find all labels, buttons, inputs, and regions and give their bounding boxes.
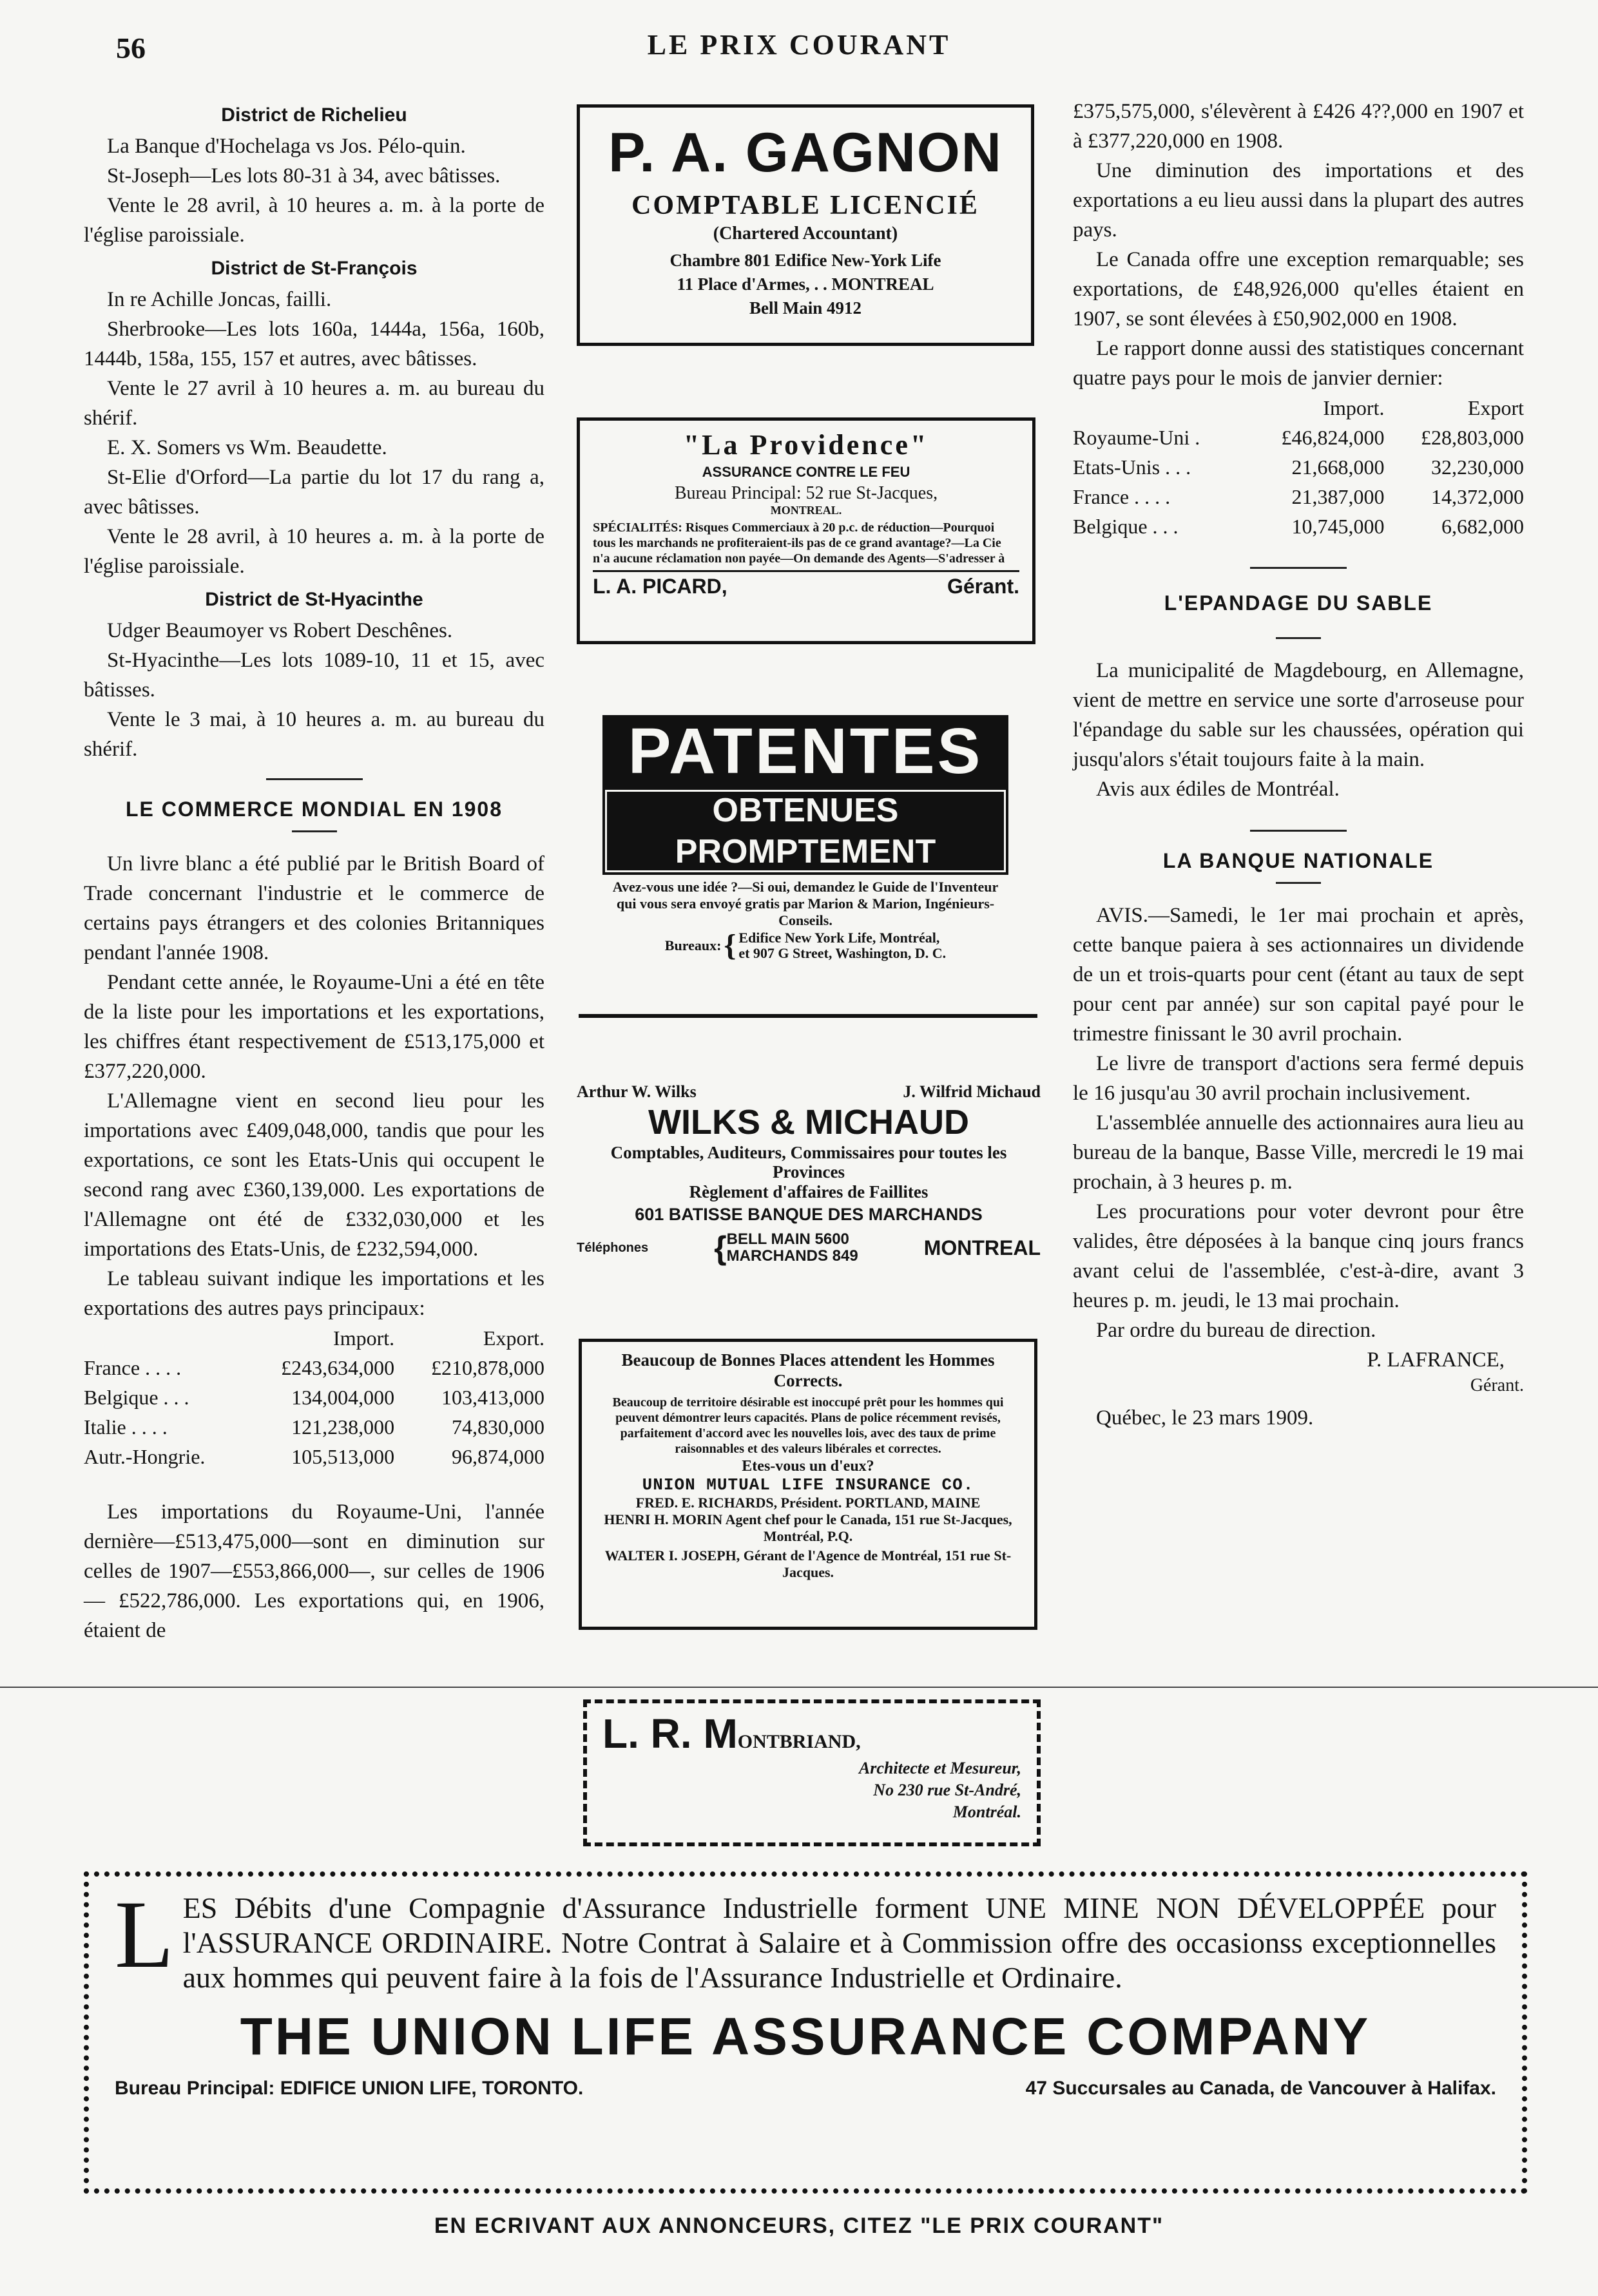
table-row	[84, 1412, 544, 1442]
paragraph: Le tableau suivant indique les importations et les exportations des autres pays principaux:	[84, 1267, 544, 1320]
country-cell: Italie . . . .	[84, 1415, 168, 1439]
epandage-sable-heading: L'EPANDAGE DU SABLE	[1164, 591, 1433, 615]
ad-providence	[577, 417, 1035, 644]
paragraph: Les importations du Royaume-Uni, l'année dernière—£513,475,000—sont en diminution sur celles de 1907—£553,866,000—, sur celles de 1906 — £522,786,000. Les exportations qui, en 1906, étaient de	[84, 1500, 544, 1642]
ad-patentes-address: et 907 G Street, Washington, D. C.	[738, 945, 947, 961]
banque-nationale-heading: LA BANQUE NATIONALE	[1162, 849, 1434, 872]
ad-union-life-text: ES Débits d'une Compagnie d'Assurance Industrielle forment UNE MINE NON DÉVELOPPÉE pour l'ASSURANCE ORDINAIRE. Notre Contrat à Salaire et à Commission offre des occasionss exceptionnelles aux hommes qui peuvent faire à la fois de l'Assurance Industrielle et Ordinaire.	[182, 1891, 1496, 1994]
paragraph: Vente le 27 avril à 10 heures a. m. au bureau du shérif.	[84, 377, 544, 430]
ad-montbriand-name: ONTBRIAND,	[737, 1731, 861, 1752]
ad-wilks-phone: BELL MAIN 5600	[726, 1230, 849, 1248]
paragraph: AVIS.—Samedi, le 1er mai prochain et après, cette banque paiera à ses actionnaires un dividende de un et trois-quarts pour cent (étant au taux de sept pour cent par année) sur son capital payé pour le trimestre finissant le 30 avril prochain.	[1073, 904, 1524, 1046]
ad-providence-line: Bureau Principal: 52 rue St-Jacques,	[674, 483, 938, 503]
column-header-export: Export	[1467, 396, 1524, 419]
divider	[1276, 882, 1321, 884]
ad-wilks-title: WILKS & MICHAUD	[648, 1103, 969, 1142]
country-cell: Royaume-Uni .	[1073, 426, 1200, 449]
ad-providence-specialites: SPÉCIALITÉS: Risques Commerciaux à 20 p.c. de réduction—Pourquoi tous les marchands ne profiteraient-ils pas de ce grand avantage?—La Cie n'a aucune réclamation non payée—On demande des Agents—S'adresser à	[593, 521, 1005, 566]
paragraph: Le livre de transport d'actions sera fermé depuis le 16 jusqu'au 30 avril prochain inclusivement.	[1073, 1052, 1524, 1105]
export-cell: 74,830,000	[452, 1415, 544, 1439]
trade-table-principal-countries	[84, 1323, 544, 1471]
ad-union-life-office: Bureau Principal: EDIFICE UNION LIFE, TORONTO.	[115, 2078, 584, 2099]
divider	[266, 778, 363, 780]
import-cell: £46,824,000	[1281, 426, 1385, 449]
commerce-mondial-heading: LE COMMERCE MONDIAL EN 1908	[125, 798, 503, 821]
paragraph: E. X. Somers vs Wm. Beaudette.	[107, 436, 387, 459]
import-cell: 105,513,000	[291, 1445, 395, 1468]
country-cell: Belgique . . .	[84, 1386, 189, 1409]
ad-wilks-tel-label: Téléphones	[577, 1240, 649, 1255]
paragraph: St-Joseph—Les lots 80-31 à 34, avec bâtisses.	[107, 164, 501, 187]
divider	[292, 830, 337, 832]
paragraph: L'Allemagne vient en second lieu pour les importations avec £409,048,000, tandis que pour les exportations, ce sont les Etats-Unis qui occupent le second rang avec £360,139,000. Les exportations de l'Allemagne ont été de £332,030,000 et les importations des Etats-Unis, de £232,594,000.	[84, 1089, 544, 1261]
ad-union-mutual-question: Etes-vous un d'eux?	[742, 1458, 874, 1475]
district-richelieu-heading: District de Richelieu	[221, 104, 407, 126]
country-cell: France . . . .	[84, 1356, 182, 1379]
country-cell: Etats-Unis . . .	[1073, 455, 1191, 479]
ad-gagnon-address: Chambre 801 Edifice New-York Life	[669, 251, 941, 270]
ad-providence-line: MONTREAL.	[770, 504, 842, 517]
ad-union-mutual-line: WALTER I. JOSEPH, Gérant de l'Agence de Montréal, 151 rue St-Jacques.	[604, 1547, 1012, 1580]
export-cell: 14,372,000	[1431, 485, 1524, 508]
ad-providence-role: Gérant.	[947, 575, 1019, 598]
paragraph: Avis aux édiles de Montréal.	[1096, 778, 1340, 801]
import-cell: 21,387,000	[1291, 485, 1385, 508]
divider	[1276, 637, 1321, 639]
paragraph: Udger Beaumoyer vs Robert Deschênes.	[107, 619, 453, 642]
ad-gagnon-title: COMPTABLE LICENCIÉ	[631, 191, 979, 220]
paragraph: In re Achille Joncas, failli.	[107, 288, 332, 311]
ad-gagnon-name: P. A. GAGNON	[608, 122, 1003, 184]
column-header-import: Import.	[333, 1326, 395, 1350]
paragraph: Par ordre du bureau de direction.	[1096, 1319, 1376, 1342]
divider	[1250, 567, 1347, 569]
ad-union-life	[84, 1871, 1527, 2194]
ad-patentes: PATENTES OBTENUES PROMPTEMENT Avez-vous une idée ?—Si oui, demandez le Guide de l'Inventeur qui vous sera envoyé gratis par Marion & Marion, Ingénieurs-Conseils. Bureaux: { Edifice New York Life, Montréal, et 907 G Street, Washington, D. C.	[602, 715, 1008, 947]
signature: P. LAFRANCE,	[1367, 1348, 1505, 1372]
ad-union-life-company: THE UNION LIFE ASSURANCE COMPANY	[240, 2007, 1371, 2066]
paragraph: Vente le 28 avril, à 10 heures a. m. à la porte de l'église paroissiale.	[84, 525, 544, 578]
export-cell: 96,874,000	[452, 1445, 544, 1468]
district-st-hyacinthe-heading: District de St-Hyacinthe	[205, 589, 423, 610]
ad-gagnon-address: 11 Place d'Armes, . . MONTREAL	[677, 274, 934, 294]
paragraph: Vente le 3 mai, à 10 heures a. m. au bureau du shérif.	[84, 708, 544, 761]
left-column	[84, 97, 544, 1645]
table-row	[1073, 512, 1524, 541]
import-cell: 10,745,000	[1291, 515, 1385, 538]
table-row	[84, 1442, 544, 1471]
export-cell: 103,413,000	[441, 1386, 544, 1409]
ad-wilks-line: Comptables, Auditeurs, Commissaires pour toutes les Provinces	[610, 1143, 1007, 1181]
ad-union-life-branches: 47 Succursales au Canada, de Vancouver à Halifax.	[1025, 2078, 1496, 2099]
ad-union-life-dropcap: L	[115, 1881, 174, 1988]
dateline: Québec, le 23 mars 1909.	[1096, 1406, 1314, 1430]
paragraph: St-Elie d'Orford—La partie du lot 17 du rang a, avec bâtisses.	[84, 466, 544, 519]
ad-gagnon-sub: (Chartered Accountant)	[713, 224, 898, 244]
divider	[579, 1014, 1037, 1018]
ad-wilks-city: MONTREAL	[923, 1236, 1041, 1259]
ad-wilks-partner: Arthur W. Wilks	[577, 1082, 697, 1101]
ad-providence-line: ASSURANCE CONTRE LE FEU	[702, 464, 910, 480]
export-cell: £210,878,000	[431, 1356, 544, 1379]
paragraph: £375,575,000, s'élevèrent à £426 4??,000 en 1907 et à £377,220,000 en 1908.	[1073, 100, 1524, 153]
import-cell: £243,634,000	[281, 1356, 395, 1379]
country-cell: France . . . .	[1073, 485, 1171, 508]
import-cell: 121,238,000	[291, 1415, 395, 1439]
paragraph: Les procurations pour voter devront pour être valides, être déposées à la banque cinq jours francs avant celui de l'assemblée, c'est-à-dire, avant 3 heures p. m. jeudi, le 13 mai prochain.	[1073, 1200, 1524, 1312]
paragraph: L'assemblée annuelle des actionnaires aura lieu au bureau de la banque, Basse Ville, mercredi le 19 mai prochain, à 3 heures p. m.	[1073, 1111, 1524, 1194]
paragraph: Pendant cette année, le Royaume-Uni a été en tête de la liste pour les importations et les exportations, les chiffres étant respectivement de £513,175,000 et £377,220,000.	[84, 971, 544, 1083]
table-row	[1073, 423, 1524, 452]
ad-union-mutual-company: UNION MUTUAL LIFE INSURANCE CO.	[642, 1475, 974, 1495]
paragraph: Vente le 28 avril, à 10 heures a. m. à la porte de l'église paroissiale.	[84, 194, 544, 247]
export-cell: 32,230,000	[1431, 455, 1524, 479]
ad-patentes-bureaux: Bureaux:	[664, 937, 722, 953]
table-row	[1073, 482, 1524, 512]
ad-patentes-address: Edifice New York Life, Montréal,	[738, 930, 940, 946]
export-cell: £28,803,000	[1421, 426, 1524, 449]
ad-montbriand-city: Montréal.	[952, 1803, 1021, 1821]
page-number: 56	[116, 32, 146, 64]
ad-wilks-line: 601 BATISSE BANQUE DES MARCHANDS	[635, 1205, 983, 1224]
paragraph: Le Canada offre une exception remarquable; ses exportations, de £48,926,000 qu'elles étaient en 1907, se sont élevées à £50,902,000 en 1908.	[1073, 248, 1524, 330]
ad-union-mutual-headline: Beaucoup de Bonnes Places attendent les Hommes Corrects.	[621, 1350, 995, 1390]
ad-montbriand-initials: L. R. M	[602, 1710, 738, 1757]
ad-union-mutual-text: Beaucoup de territoire désirable est inoccupé prêt pour les hommes qui peuvent démontrer leurs capacités. Plans de police récemment revisés, parfaitement d'accord avec les nouvelles lois, avec des taux de prime raisonnables et des valeurs libérales et correctes.	[612, 1395, 1004, 1456]
ad-providence-name: "La Providence"	[683, 429, 929, 461]
paragraph: St-Hyacinthe—Les lots 1089-10, 11 et 15, avec bâtisses.	[84, 649, 544, 702]
paragraph: Un livre blanc a été publié par le British Board of Trade concernant l'industrie et le commerce de certains pays étrangers et des colonies Britanniques pendant l'année 1908.	[84, 852, 544, 964]
country-cell: Belgique . . .	[1073, 515, 1179, 538]
ad-providence-agent: L. A. PICARD,	[593, 575, 727, 598]
ad-wilks-michaud: Arthur W. Wilks J. Wilfrid Michaud WILKS & MICHAUD Comptables, Auditeurs, Commissaires pour toutes les Provinces Règlement d'affaires de Faillites 601 BATISSE BANQUE DES MARCHANDS Téléphones { BELL MAIN 5600 MARCHANDS 849 MONTREAL	[577, 1082, 1041, 1266]
ad-gagnon	[577, 104, 1034, 346]
column-header-export: Export.	[483, 1326, 544, 1350]
right-column	[1073, 97, 1524, 1433]
ad-wilks-phone: MARCHANDS 849	[726, 1247, 858, 1265]
footer-note: EN ECRIVANT AUX ANNONCEURS, CITEZ "LE PRIX COURANT"	[434, 2214, 1164, 2238]
paragraph: La municipalité de Magdebourg, en Allemagne, vient de mettre en service une sorte d'arroseuse pour l'épandage du sable sur les chaussées, opération qui jusqu'alors s'était toujours faite à la main.	[1073, 659, 1524, 771]
ad-wilks-partner: J. Wilfrid Michaud	[903, 1082, 1041, 1101]
divider	[1250, 830, 1347, 832]
import-cell: 134,004,000	[291, 1386, 395, 1409]
ad-patentes-subtitle: OBTENUES PROMPTEMENT	[602, 787, 1008, 875]
ad-wilks-line: Règlement d'affaires de Faillites	[689, 1182, 929, 1201]
ad-union-mutual	[579, 1339, 1037, 1630]
ad-union-mutual-line: HENRI H. MORIN Agent chef pour le Canada, 151 rue St-Jacques, Montréal, P.Q.	[604, 1511, 1012, 1544]
paragraph: La Banque d'Hochelaga vs Jos. Pélo-quin.	[107, 135, 466, 158]
export-cell: 6,682,000	[1441, 515, 1524, 538]
table-row	[1073, 452, 1524, 482]
paragraph: Une diminution des importations et des exportations a eu lieu aussi dans la plupart des autres pays.	[1073, 159, 1524, 242]
ad-patentes-text: Avez-vous une idée ?—Si oui, demandez le Guide de l'Inventeur qui vous sera envoyé gratis par Marion & Marion, Ingénieurs-Conseils.	[612, 879, 999, 928]
signature-title: Gérant.	[1470, 1375, 1524, 1395]
district-st-francois-heading: District de St-François	[211, 258, 418, 279]
ad-union-mutual-line: FRED. E. RICHARDS, Président. PORTLAND, MAINE	[635, 1495, 981, 1511]
ad-gagnon-phone: Bell Main 4912	[749, 298, 862, 318]
trade-table-january	[1073, 393, 1524, 541]
paragraph: Sherbrooke—Les lots 160a, 1444a, 156a, 160b, 1444b, 158a, 155, 157 et autres, avec bâtisses.	[84, 318, 544, 370]
paragraph: Le rapport donne aussi des statistiques concernant quatre pays pour le mois de janvier dernier:	[1073, 337, 1524, 390]
table-row	[84, 1382, 544, 1412]
ad-montbriand-title: Architecte et Mesureur,	[858, 1759, 1021, 1777]
ad-patentes-title: PATENTES	[602, 715, 1008, 787]
table-row	[84, 1353, 544, 1382]
import-cell: 21,668,000	[1291, 455, 1385, 479]
running-title: LE PRIX COURANT	[647, 29, 951, 61]
ad-montbriand-address: No 230 rue St-André,	[873, 1781, 1021, 1799]
column-header-import: Import.	[1323, 396, 1385, 419]
ad-montbriand	[583, 1699, 1041, 1846]
divider	[0, 1687, 1598, 1688]
country-cell: Autr.-Hongrie.	[84, 1445, 206, 1468]
